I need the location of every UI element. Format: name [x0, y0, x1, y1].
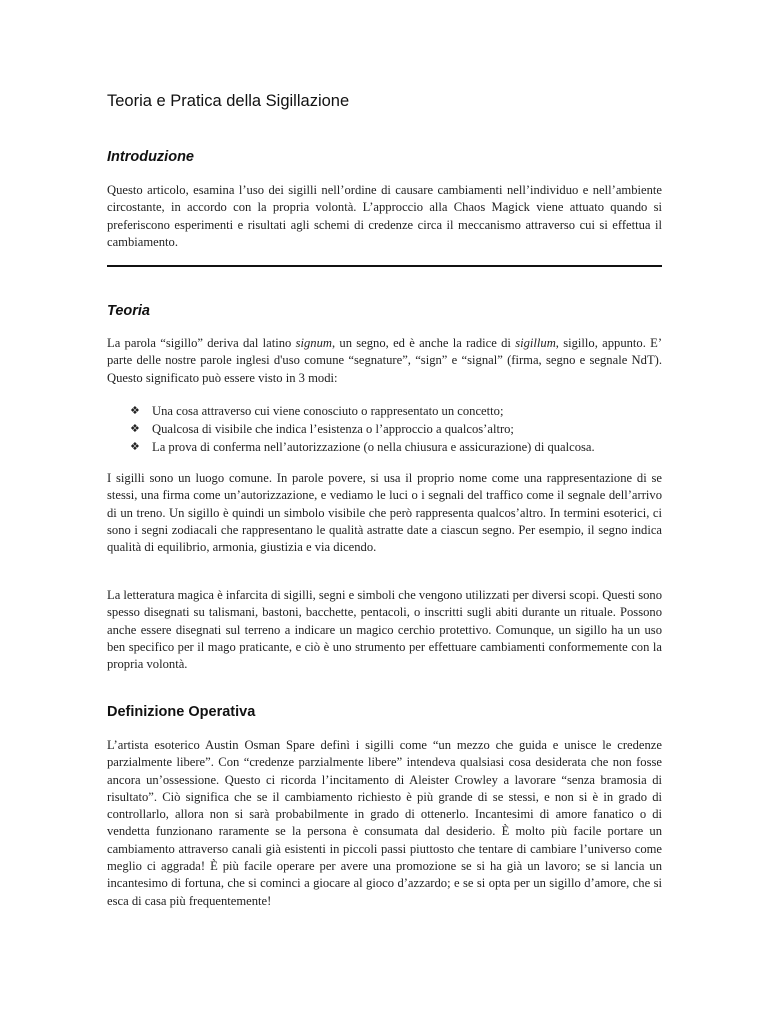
teoria-paragraph-2: I sigilli sono un luogo comune. In parole povere, si usa il proprio nome come una rappresentazione di se stessi, una firma come un’autorizzazione, e vediamo le luci o i segnali del traffico come il segnale dell’arrivo di un treno. Un sigillo è quindi un simbolo visibile che però rappresenta qualcos’altro. In termini esoterici, ci sono i segni zodiacali che rappresentano le qualità astratte date a ciascun segno. Per esempio, il segno indica qualità di equilibrio, armonia, giustizia e via dicendo. [107, 471, 662, 555]
list-item [130, 438, 670, 456]
teoria-p1-sigillum: sigillum [515, 336, 556, 350]
heading-teoria: Teoria [107, 303, 150, 319]
heading-definizione-operativa: Definizione Operativa [107, 704, 256, 720]
definizione-paragraph: L’artista esoterico Austin Osman Spare definì i sigilli come “un mezzo che guida e unisce le credenze parzialmente libere”. Con “credenze parzialmente libere” intendeva qualsiasi cosa desiderata che non fosse ancora un’ossessione. Questo ci ricorda l’incitamento di Aleister Crowley a lavorare “senza bramosia di risultato”. Ciò significa che se il cambiamento richiesto è più grande di se stessi, e non si è in grado di controllarlo, allora non si sarà probabilmente in grado di ottenerlo. Incantesimi di amore fanatico o di vendetta funzionano raramente se la persona è consumata dal desiderio. È molto più facile portare un cambiamento attraverso canali già esistenti in piccoli passi piuttosto che tentare di cambiare l’universo come meglio ci aggrada! È più facile operare per avere una promozione se si ha già un lavoro; se si lancia un incantesimo di fortuna, che si cominci a giocare al gioco d’azzardo; e se si opta per un sigillo d’amore, che si esca di casa più frequentemente! [107, 738, 662, 908]
teoria-p1-text-2: , un segno, ed è anche la radice di [331, 336, 516, 350]
teoria-paragraph-3: La letteratura magica è infarcita di sigilli, segni e simboli che vengono utilizzati per diversi scopi. Questi sono spesso disegnati su talismani, bastoni, bacchette, pentacoli, o inscritti sugli abiti durante un rituale. Possono anche essere disegnati sul terreno a indicare un magico cerchio protettivo. Comunque, un sigillo ha un uso ben specifico per il mago praticante, e ciò è uno strumento per effettuare cambiamenti conformemente con la propria volontà. [107, 588, 663, 672]
bullet-icon: ❖ [130, 440, 140, 453]
list-item [130, 420, 670, 438]
intro-paragraph: Questo articolo, esamina l’uso dei sigilli nell’ordine di causare cambiamenti nell’individuo e nell’ambiente circostante, in accordo con la propria volontà. L’approccio alla Chaos Magick viene attuato quando si preferiscono esperimenti e risultati agli schemi di credenze circa il meccanismo attraverso cui si effettua il cambiamento. [107, 183, 662, 249]
document-title: Teoria e Pratica della Sigillazione [107, 92, 350, 110]
bullet-icon: ❖ [130, 404, 140, 417]
teoria-bullet-list [130, 402, 670, 456]
bullet-icon: ❖ [130, 422, 140, 435]
list-item-text: Qualcosa di visibile che indica l’esistenza o l’approccio a qualcos’altro; [152, 422, 514, 436]
teoria-p1-text-1: La parola “sigillo” deriva dal latino [107, 336, 296, 350]
heading-introduzione: Introduzione [107, 149, 194, 165]
teoria-paragraph-1 [107, 335, 662, 387]
teoria-p1-text-3: , sigillo, appunto. E’ parte delle nostre parole inglesi d'uso comune “segnature”, “sign” e “signal” (firma, segno e segnale NdT). Questo significato può essere visto in 3 modi: [107, 336, 663, 385]
section-divider [107, 265, 662, 267]
list-item-text: La prova di conferma nell’autorizzazione (o nella chiusura e assicurazione) di qualcosa. [152, 440, 595, 454]
teoria-p1-signum: signum [295, 336, 332, 350]
list-item-text: Una cosa attraverso cui viene conosciuto o rappresentato un concetto; [152, 404, 504, 418]
list-item [130, 402, 670, 420]
